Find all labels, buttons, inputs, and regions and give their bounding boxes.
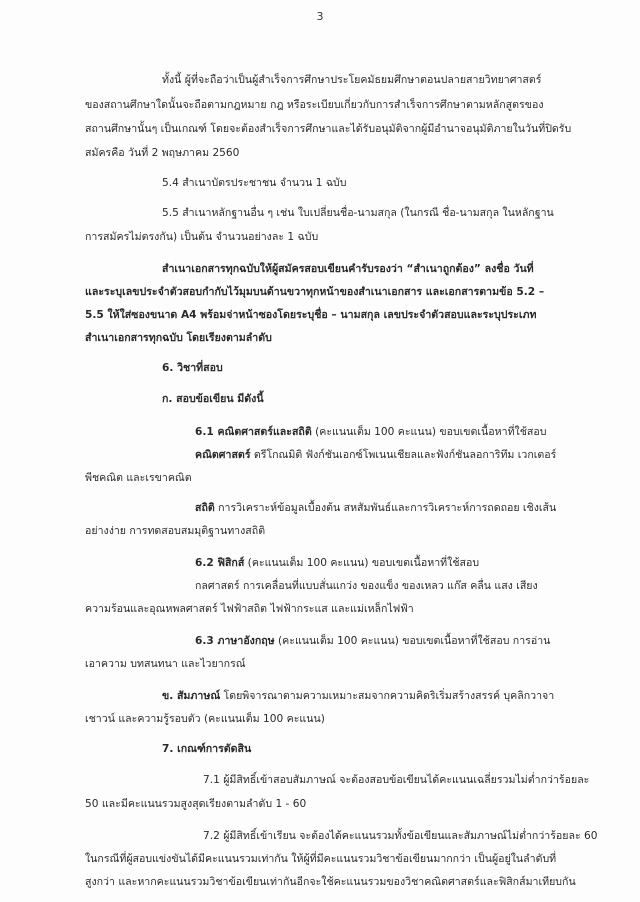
text-line: 5.5 สำเนาหลักฐานอื่น ๆ เช่น ใบเปลี่ยนชื่อ-นามสกุล (ในกรณี ชื่อ-นามสกุล ในหลักฐาน [162,207,554,219]
text-line: กลศาสตร์ การเคลื่อนที่แบบสั่นแกว่ง ของแข็ง ของเหลว แก๊ส คลื่น แสง เสียง [195,580,538,592]
item-6-3-title: 6.3 ภาษาอังกฤษ [195,635,275,647]
section-6b-title: ข. สัมภาษณ์ [162,690,221,702]
section-7-heading: 7. เกณฑ์การตัดสิน [162,743,252,755]
item-5-4: 5.4 สำเนาบัตรประชาชน จำนวน 1 ฉบับ [162,177,347,189]
item-6-3-desc: (คะแนนเต็ม 100 คะแนน) ขอบเขตเนื้อหาที่ใช้สอบ การอ่าน [274,635,551,647]
text-line: ของสถานศึกษาใดนั้นจะถือตามกฎหมาย กฎ หรือระเบียบเกี่ยวกับการสำเร็จการศึกษาตามหลักสูตรของ [85,99,544,111]
text-line: เชาวน์ และความรู้รอบตัว (คะแนนเต็ม 100 คะแนน) [85,713,325,725]
text-line: อย่างง่าย การทดสอบสมมุติฐานทางสถิติ [85,525,266,537]
section-6b [162,689,554,703]
text-line: ทั้งนี้ ผู้ที่จะถือว่าเป็นผู้สำเร็จการศึกษาประโยคมัธยมศึกษาตอนปลายสายวิทยาศาสตร์ [162,74,542,86]
text-line: ความร้อนและอุณหพลศาสตร์ ไฟฟ้าสถิต ไฟฟ้ากระแส และแม่เหล็กไฟฟ้า [85,603,414,615]
item-6-2-title: 6.2 ฟิสิกส์ [195,557,245,569]
item-6-2 [195,556,479,570]
section-6-heading: 6. วิชาที่สอบ [162,362,223,374]
text-line: เอาความ บทสนทนา และไวยากรณ์ [85,658,246,670]
section-6b-desc: โดยพิจารณาตามความเหมาะสมจากความคิดริเริ่มสร้างสรรค์ บุคลิกวาจา [220,690,555,702]
item-6-3 [195,634,550,648]
text-line: พีชคณิต และเรขาคณิต [85,472,192,484]
section-6a-heading: ก. สอบข้อเขียน มีดังนี้ [162,393,264,405]
item-6-2-desc: (คะแนนเต็ม 100 คะแนน) ขอบเขตเนื้อหาที่ใช้สอบ [244,557,480,569]
stat-label: สถิติ [195,502,215,514]
text-line: 50 และมีคะแนนรวมสูงสุดเรียงตามลำดับ 1 - 60 [85,798,307,810]
text-line: ในกรณีที่ผู้สอบแข่งขันได้มีคะแนนรวมเท่ากัน ให้ผู้ที่มีคะแนนรวมวิชาข้อเขียนมากกว่า เป็นผู้อยู่ในลำดับที่ [85,853,557,865]
item-6-1 [195,425,546,439]
text-line: และระบุเลขประจำตัวสอบกำกับไว้มุมบนด้านขวาทุกหน้าของสำเนาเอกสาร และเอกสารตามข้อ 5.2 – [85,286,545,298]
text-line: การสมัครไม่ตรงกัน) เป็นต้น จำนวนอย่างละ 1 ฉบับ [85,231,319,243]
page-number: 3 [316,10,324,23]
math-label: คณิตศาสตร์ [195,449,251,461]
item-7-2: 7.2 ผู้มีสิทธิ์เข้าเรียน จะต้องได้คะแนนรวมทั้งข้อเขียนและสัมภาษณ์ไม่ต่ำกว่าร้อยละ 60 [203,830,598,842]
math-topics: ตรีโกณมิติ ฟังก์ชันเอกซ์โพเนนเชียลและฟังก์ชันลอการิทึม เวกเตอร์ [250,449,557,461]
item-6-1-math [195,448,556,462]
item-6-1-title: 6.1 คณิตศาสตร์และสถิติ [195,426,312,438]
item-6-1-stat [195,501,556,515]
text-line: สถานศึกษานั้นๆ เป็นเกณฑ์ โดยจะต้องสำเร็จการศึกษาและได้รับอนุมัติจากผู้มีอำนาจอนุมัติภายในวันที่ปิดรับ [85,123,572,135]
text-line: สำเนาเอกสารทุกฉบับให้ผู้สมัครสอบเขียนคำรับรองว่า “สำเนาถูกต้อง” ลงชื่อ วันที่ [162,263,534,275]
text-line: สำเนาเอกสารทุกฉบับ โดยเรียงตามลำดับ [85,332,272,344]
item-6-1-desc: (คะแนนเต็ม 100 คะแนน) ขอบเขตเนื้อหาที่ใช้สอบ [311,426,547,438]
stat-topics: การวิเคราะห์ข้อมูลเบื้องต้น สหสัมพันธ์และการวิเคราะห์การถดถอย เชิงเส้น [214,502,557,514]
text-line: สูงกว่า และหากคะแนนรวมวิชาข้อเขียนเท่ากันอีกจะใช้คะแนนรวมของวิชาคณิตศาสตร์และฟิสิกส์มาเทียบกัน [85,876,576,888]
text-line: 5.5 ให้ใส่ซองขนาด A4 พร้อมจ่าหน้าซองโดยระบุชื่อ – นามสกุล เลขประจำตัวสอบและระบุประเภท [85,309,537,321]
item-7-1: 7.1 ผู้มีสิทธิ์เข้าสอบสัมภาษณ์ จะต้องสอบข้อเขียนได้คะแนนเฉลี่ยรวมไม่ต่ำกว่าร้อยละ [203,774,590,786]
text-line: สมัครคือ วันที่ 2 พฤษภาคม 2560 [85,147,240,159]
